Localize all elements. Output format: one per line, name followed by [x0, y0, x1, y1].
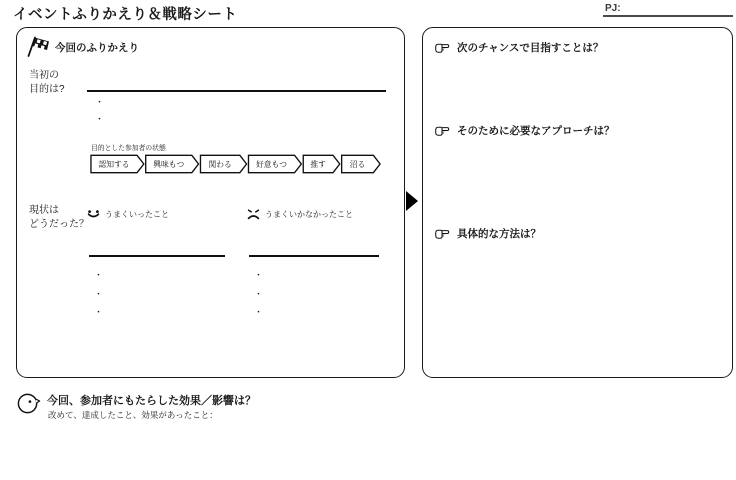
question-next-goal	[433, 40, 603, 55]
went-well-write-line[interactable]	[89, 255, 225, 257]
question-label: そのために必要なアプローチは？	[457, 125, 615, 137]
talking-face-icon	[16, 391, 41, 416]
pointing-hand-icon	[433, 125, 450, 137]
page-title: イベントふりかえり＆戦略シート	[13, 7, 238, 23]
effects-question-heading: 今回、参加者にもたらした効果／影響は？	[47, 395, 256, 407]
smile-face-icon	[87, 209, 100, 220]
funnel-stage-label: 関わる	[208, 160, 232, 170]
effects-question-subtext: 改めて、達成したこと、効果があったこと：	[48, 410, 218, 420]
funnel-stage-label: 好意もつ	[256, 160, 288, 170]
participant-stage-funnel	[90, 154, 382, 174]
purpose-label-line2: 目的は?	[29, 83, 65, 95]
status-label-line1: 現状は	[29, 205, 59, 216]
status-label	[29, 204, 89, 231]
funnel-caption: 目的とした参加者の状態	[91, 145, 166, 152]
went-well-bullet: ・	[94, 270, 104, 280]
funnel-stage-label: 認知する	[98, 160, 130, 170]
went-well-label: うまくいったこと	[105, 210, 169, 219]
funnel-stage-label: 興味もつ	[153, 160, 185, 170]
question-approach	[433, 123, 615, 138]
funnel-stage-label: 推す	[310, 160, 326, 170]
purpose-label	[29, 69, 65, 96]
went-wrong-bullet: ・	[254, 270, 264, 280]
question-label: 具体的な方法は？	[457, 228, 541, 240]
went-wrong-bullet: ・	[254, 307, 264, 317]
pj-label: PJ:	[605, 3, 621, 14]
question-label: 次のチャンスで目指すことは？	[457, 42, 604, 54]
went-well-bullet: ・	[94, 289, 104, 299]
pointing-hand-icon	[433, 42, 450, 54]
purpose-bullet: ・	[95, 114, 105, 124]
purpose-write-line[interactable]	[87, 90, 386, 92]
went-wrong-write-line[interactable]	[249, 255, 379, 257]
purpose-bullet: ・	[95, 97, 105, 107]
question-concrete-method	[433, 226, 541, 241]
checkered-flag-icon	[25, 35, 51, 58]
review-panel	[16, 27, 405, 378]
flow-arrow-icon	[406, 191, 418, 211]
went-well-bullet: ・	[94, 307, 104, 317]
funnel-stage-label: 沼る	[349, 160, 366, 170]
frown-face-icon	[247, 209, 260, 220]
pointing-hand-icon	[433, 228, 450, 240]
went-wrong-bullet: ・	[254, 289, 264, 299]
purpose-label-line1: 当初の	[29, 70, 59, 81]
strategy-panel	[422, 27, 733, 378]
pj-write-line[interactable]	[603, 15, 733, 17]
went-wrong-label: うまくいかなかったこと	[265, 210, 353, 219]
review-heading: 今回のふりかえり	[55, 42, 139, 54]
status-label-line2: どうだった？	[29, 218, 89, 230]
